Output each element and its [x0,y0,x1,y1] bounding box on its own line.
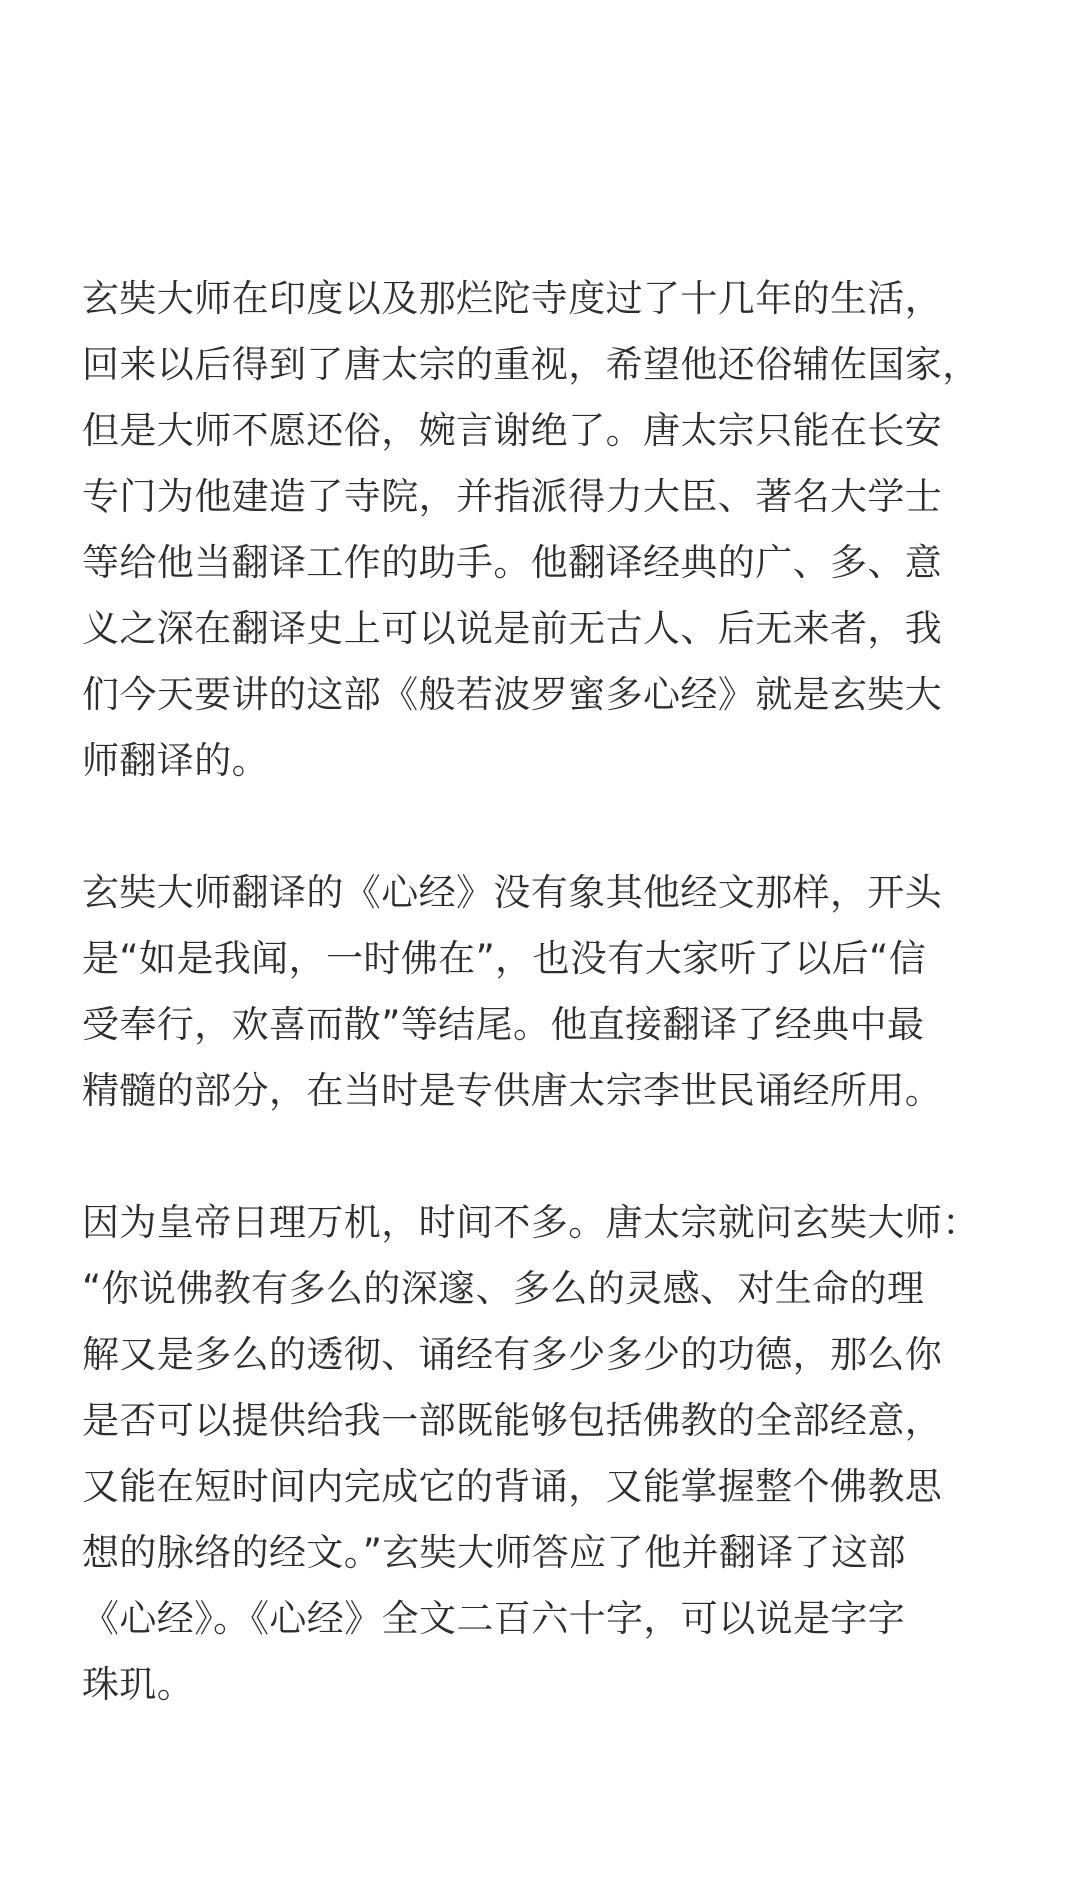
paragraph-2 [82,860,1007,1124]
paragraph-1 [82,266,1007,794]
paragraph-line: 回来以后得到了唐太宗的重视，希望他还俗辅佐国家， [82,343,980,386]
paragraph-line: 《心经》。《心经》全文二百六十字，可以说是字字 [82,1597,906,1640]
paragraph-line: 们今天要讲的这部《般若波罗蜜多心经》就是玄奘大 [82,673,943,716]
paragraph-line: 专门为他建造了寺院，并指派得力大臣、著名大学士 [82,475,943,518]
article-body [82,266,1007,1784]
paragraph-line: 又能在短时间内完成它的背诵，又能掌握整个佛教思 [82,1465,943,1508]
paragraph-3 [82,1190,1007,1718]
paragraph-line: 是否可以提供给我一部既能够包括佛教的全部经意， [82,1399,943,1442]
paragraph-line: 义之深在翻译史上可以说是前无古人、后无来者，我 [82,607,943,650]
paragraph-line: 等给他当翻译工作的助手。他翻译经典的广、多、意 [82,541,943,584]
paragraph-line: 玄奘大师翻译的《心经》没有象其他经文那样，开头 [82,871,943,914]
paragraph-line: 师翻译的。 [82,739,269,782]
paragraph-line: 受奉行，欢喜而散”等结尾。他直接翻译了经典中最 [82,1003,925,1046]
paragraph-line: 精髓的部分，在当时是专供唐太宗李世民诵经所用。 [82,1069,943,1112]
paragraph-line: “你说佛教有多么的深邃、多么的灵感、对生命的理 [82,1267,925,1310]
paragraph-line: 因为皇帝日理万机，时间不多。唐太宗就问玄奘大师： [82,1201,980,1244]
paragraph-line: 想的脉络的经文。”玄奘大师答应了他并翻译了这部 [82,1531,906,1574]
paragraph-line: 解又是多么的透彻、诵经有多少多少的功德，那么你 [82,1333,943,1376]
paragraph-line: 但是大师不愿还俗，婉言谢绝了。唐太宗只能在长安 [82,409,943,452]
paragraph-line: 珠玑。 [82,1663,195,1706]
paragraph-line: 玄奘大师在印度以及那烂陀寺度过了十几年的生活， [82,277,943,320]
paragraph-line: 是“如是我闻，一时佛在”，也没有大家听了以后“信 [82,937,927,980]
